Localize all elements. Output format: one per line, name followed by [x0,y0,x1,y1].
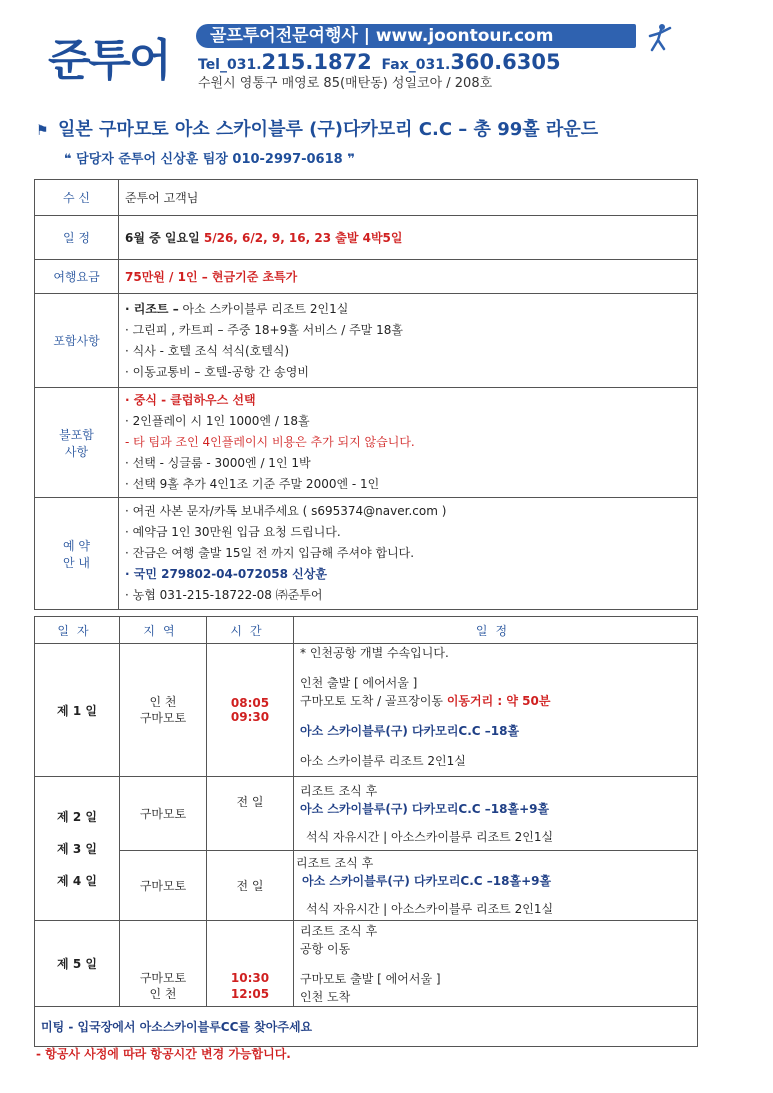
included-item [125,299,691,320]
excluded-item: · 선택 - 싱글룸 - 3000엔 / 1인 1박 [125,456,311,470]
booking-item: · 예약금 1인 30만원 입금 요청 드립니다. [125,525,341,539]
excluded-item: · 중식 - 클럽하우스 선택 [125,393,256,407]
day-2: 제 2 일 [57,809,97,824]
excluded-item: · 선택 9홀 추가 4인1조 기준 주말 2000엔 - 1인 [125,477,380,491]
schedule-line: * 인천공항 개별 수속입니다. [300,646,449,660]
company-logo: 준투어 [48,35,170,86]
booking-label [35,498,119,610]
schedule-dates: 5/26, 6/2, 9, 16, 23 출발 4박5일 [203,231,403,245]
company-banner: 골프투어전문여행사 | www.joontour.com [196,24,636,48]
excluded-item: - 타 팀과 조인 4인플레이시 비용은 추가 되지 않습니다. [125,435,415,449]
recipient-label: 수 신 [35,180,119,216]
day-5-region [120,921,207,1007]
schedule-line: 아소 스카이블루(구) 다카모리C.C –18홀 [300,724,520,738]
col-header-day: 일자 [35,617,120,644]
page-title [36,115,598,141]
schedule-value [119,216,698,260]
title-text: 일본 구마모토 아소 스카이블루 (구)다카모리 C.C – 총 99홀 라운드 [58,119,599,140]
day-5-schedule [294,921,698,1007]
schedule-line: 아소 스카이블루 리조트 2인1실 [300,754,466,768]
excluded-label-line: 사항 [64,444,89,459]
schedule-line: 아소 스카이블루(구) 다카모리C.C –18홀+9홀 [300,801,550,816]
price-label: 여행요금 [35,260,119,294]
day-2-region: 구마모토 [120,777,207,851]
excluded-list [119,388,698,498]
golfer-icon [640,22,674,52]
contact-line: ❝ 담당자 준투어 신상훈 팀장 010-2997-0618 ❞ [64,152,355,167]
day-4: 제 4 일 [57,873,97,888]
day-2-schedule [294,777,698,851]
day-5: 제 5 일 [35,921,120,1007]
included-item: · 그린피 , 카트피 – 주중 18+9홀 서비스 / 주말 18홀 [125,322,403,337]
included-head: · 리조트 – [125,301,179,316]
booking-item: · 여권 사본 문자/카톡 보내주세요 ( s695374@naver.com ) [125,504,447,518]
schedule-prefix: 6월 중 일요일 [125,231,200,245]
tel-number: 215.1872 [261,50,372,74]
schedule-line: 인천 출발 [ 에어서울 ] [300,676,418,690]
included-list [119,294,698,388]
day-4-schedule [294,851,698,921]
schedule-line: 리조트 조식 후 [300,923,378,938]
schedule-line: 구마모토 출발 [ 에어서울 ] [300,971,441,986]
day-4-time: 전 일 [207,851,294,921]
day-5-time-arr: 12:05 [230,987,270,1001]
included-item: · 식사 - 호텔 조식 석식(호텔식) [125,343,290,358]
travel-distance: 이동거리 : 약 50분 [446,694,551,708]
day-4-region: 구마모토 [120,851,207,921]
day-1: 제 1 일 [35,644,120,777]
included-label: 포함사항 [35,294,119,388]
fax-number: 360.6305 [450,50,561,74]
day-1-region: 인 천 구마모토 [120,644,207,777]
day-1-time-dep: 08:05 [230,696,270,710]
meeting-note: 미팅 - 입국장에서 아소스카이블루CC를 찾아주세요 [35,1007,698,1047]
schedule-line [300,692,691,710]
excluded-label [35,388,119,498]
day-1-time-arr: 09:30 [230,710,270,724]
schedule-label: 일 정 [35,216,119,260]
phone-fax [198,50,561,74]
schedule-line: 석식 자유시간 | 아소스카이블루 리조트 2인1실 [306,829,554,844]
col-header-schedule: 일정 [294,617,698,644]
price-value: 75만원 / 1인 – 현금기준 초특가 [119,260,698,294]
schedule-line: 인천 도착 [300,989,351,1004]
day-5-time-dep: 10:30 [230,971,270,985]
schedule-line: 공항 이동 [300,941,351,956]
day-3: 제 3 일 [57,841,97,856]
included-item: · 이동교통비 – 호텔-공항 간 송영비 [125,364,309,379]
excluded-item: · 2인플레이 시 1인 1000엔 / 18홀 [125,414,310,428]
booking-item: · 국민 279802-04-072058 신상훈 [125,567,327,581]
schedule-line: 석식 자유시간 | 아소스카이블루 리조트 2인1실 [306,901,554,916]
day-5-region-dep: 구마모토 [139,971,187,985]
flag-icon: ⚑ [36,123,49,139]
tel-prefix: Tel_031. [198,57,262,73]
day-5-region-arr: 인 천 [149,987,177,1001]
booking-item: · 잔금은 여행 출발 15일 전 까지 입금해 주셔야 합니다. [125,546,415,560]
schedule-text: 구마모토 도착 / 골프장이동 [300,694,443,708]
info-table [34,179,698,610]
schedule-line: 아소 스카이블루(구) 다카모리C.C –18홀+9홀 [302,873,552,888]
col-header-time: 시간 [207,617,294,644]
schedule-line: 리조트 조식 후 [296,855,374,870]
itinerary-table [34,616,698,1047]
booking-item: · 농협 031-215-18722-08 ㈜준투어 [125,588,323,602]
airline-note: - 항공사 사정에 따라 항공시간 변경 가능합니다. [36,1047,291,1061]
excluded-label-line: 불포함 [59,427,94,442]
col-header-region: 지역 [120,617,207,644]
booking-label-line: 예 약 [63,538,90,553]
address: 수원시 영통구 매영로 85(매탄동) 성일코아 / 208호 [198,76,493,91]
fax-prefix: Fax_031. [381,57,451,73]
booking-list [119,498,698,610]
day-1-schedule [294,644,698,777]
day-2-time: 전 일 [207,777,294,851]
day-1-time [207,644,294,777]
included-text: 아소 스카이블루 리조트 2인1실 [178,301,349,316]
schedule-line: 리조트 조식 후 [300,783,378,798]
day-2-3-4 [35,777,120,921]
recipient-value: 준투어 고객님 [119,180,698,216]
booking-label-line: 안 내 [63,555,90,570]
day-5-time [207,921,294,1007]
